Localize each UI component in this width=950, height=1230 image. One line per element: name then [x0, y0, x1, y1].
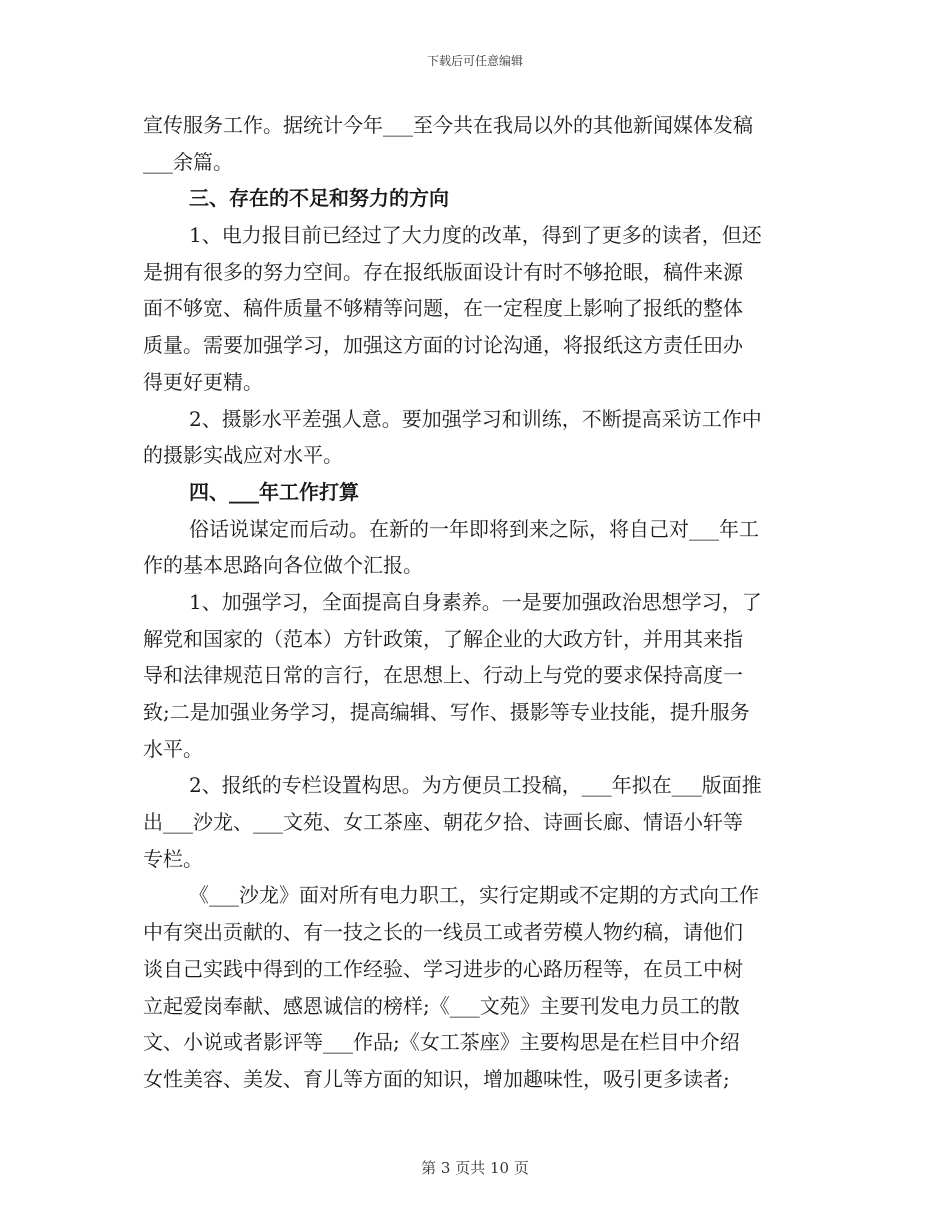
text-line: 中有突出贡献的、有一技之长的一线员工或者劳模人物约稿，请他们	[143, 920, 743, 945]
text-line: 面不够宽、稿件质量不够精等问题，在一定程度上影响了报纸的整体	[143, 296, 743, 321]
text-line: 出___沙龙、___文苑、女工茶座、朝花夕拾、诗画长廊、情语小轩等	[143, 810, 743, 835]
text-line: 谈自己实践中得到的工作经验、学习进步的心路历程等，在员工中树	[143, 956, 743, 981]
document-body	[143, 107, 807, 1098]
text-line: 俗话说谋定而后动。在新的一年即将到来之际，将自己对___年工	[189, 516, 759, 541]
text-line: ___余篇。	[143, 149, 233, 174]
text-line: 解党和国家的（范本）方针政策，了解企业的大政方针，并用其来指	[143, 626, 743, 651]
page-header: 下载后可任意编辑	[426, 54, 523, 68]
page-footer: 第 3 页共 10 页	[421, 1159, 529, 1177]
text-line: 2、摄影水平差强人意。要加强学习和训练，不断提高采访工作中	[189, 406, 762, 431]
text-line: 得更好更精。	[143, 369, 263, 394]
text-line: 作的基本思路向各位做个汇报。	[143, 553, 423, 578]
section-heading: 三、存在的不足和努力的方向	[189, 186, 449, 211]
text-line: 水平。	[143, 736, 203, 761]
text-line: 的摄影实战应对水平。	[143, 443, 343, 468]
text-line: 立起爱岗奉献、感恩诚信的榜样;《___文苑》主要刊发电力员工的散	[143, 993, 740, 1018]
text-line: 文、小说或者影评等___作品;《女工茶座》主要构思是在栏目中介绍	[143, 1030, 740, 1055]
text-line: 2、报纸的专栏设置构思。为方便员工投稿，___年拟在___版面推	[189, 773, 762, 798]
text-line: 质量。需要加强学习，加强这方面的讨论沟通，将报纸这方责任田办	[143, 333, 743, 358]
text-line: 是拥有很多的努力空间。存在报纸版面设计有时不够抢眼，稿件来源	[143, 259, 743, 284]
text-line: 致;二是加强业务学习，提高编辑、写作、摄影等专业技能，提升服务	[143, 700, 750, 724]
text-line: 宣传服务工作。据统计今年___至今共在我局以外的其他新闻媒体发稿	[143, 113, 753, 137]
section-heading: 四、___年工作打算	[189, 479, 359, 504]
text-line: 1、加强学习，全面提高自身素养。一是要加强政治思想学习，了	[189, 589, 762, 614]
text-line: 《___沙龙》面对所有电力职工，实行定期或不定期的方式向工作	[189, 883, 759, 908]
text-line: 女性美容、美发、育儿等方面的知识，增加趣味性，吸引更多读者;	[143, 1066, 730, 1091]
text-line: 专栏。	[143, 846, 203, 871]
text-line: 1、电力报目前已经过了大力度的改革，得到了更多的读者，但还	[189, 223, 762, 248]
text-line: 导和法律规范日常的言行，在思想上、行动上与党的要求保持高度一	[143, 663, 743, 688]
